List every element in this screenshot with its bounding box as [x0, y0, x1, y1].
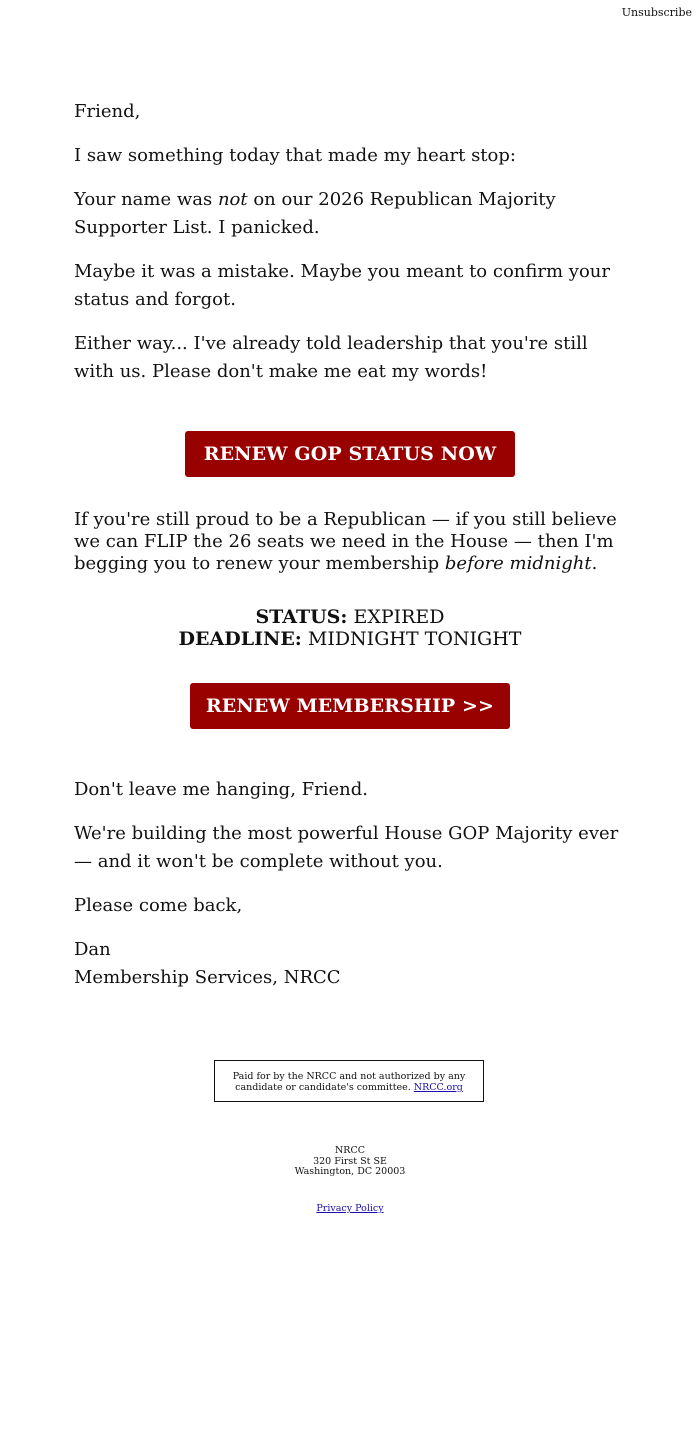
disclaimer-text: Paid for by the NRCC and not authorized by any candidate or candidate's committee.	[232, 1071, 466, 1093]
greeting: Friend,	[74, 101, 141, 122]
unsubscribe-link[interactable]: Unsubscribe	[621, 6, 692, 19]
closing-paragraph-3: Please come back,	[74, 895, 243, 916]
paragraph-3: Maybe it was a mistake. Maybe you meant to confirm your status and forgot.	[74, 261, 610, 310]
address-street: 320 First St SE	[313, 1155, 387, 1167]
privacy-section	[250, 1203, 450, 1214]
middle-paragraph	[74, 509, 630, 575]
status-value: EXPIRED	[347, 606, 445, 628]
deadline-label: DEADLINE:	[178, 628, 302, 650]
status-line	[74, 606, 626, 628]
middle-text-emphasis: before midnight	[444, 553, 592, 574]
paragraph-2-start: Your name was	[74, 189, 218, 210]
status-block	[74, 606, 626, 650]
signature-title: Membership Services, NRCC	[74, 967, 341, 988]
paragraph-1: I saw something today that made my heart stop:	[74, 145, 516, 166]
address-city: Washington, DC 20003	[294, 1166, 406, 1177]
paragraph-2-emphasis: not	[217, 189, 248, 210]
signature-name: Dan	[74, 939, 111, 960]
paid-for-disclaimer	[214, 1060, 484, 1102]
address-org: NRCC	[334, 1145, 365, 1156]
paragraph-2	[74, 186, 630, 242]
closing-paragraph-2: We're building the most powerful House GOP Majority ever — and it won't be complete without you.	[74, 823, 619, 872]
email-body	[74, 98, 630, 402]
paragraph-4: Either way... I've already told leadership that you're still with us. Please don't make me eat my words!	[74, 333, 588, 382]
middle-text-start: If you're still proud to be a Republican — if you still believe we can FLIP the 26 seats we need in the House — then I'm begging you to renew your membership	[74, 509, 617, 574]
closing-section	[74, 776, 630, 992]
deadline-line	[74, 628, 626, 650]
paragraph-2-end: on our 2026 Republican Majority Supporter List. I panicked.	[74, 189, 556, 238]
renew-membership-button[interactable]: RENEW MEMBERSHIP >>	[190, 683, 510, 729]
nrcc-link[interactable]: NRCC.org	[413, 1082, 463, 1093]
mailing-address	[250, 1146, 450, 1178]
renew-gop-status-button[interactable]: RENEW GOP STATUS NOW	[185, 431, 515, 477]
deadline-value: MIDNIGHT TONIGHT	[301, 628, 522, 650]
closing-paragraph-1: Don't leave me hanging, Friend.	[74, 779, 368, 800]
signature	[74, 936, 630, 992]
middle-text-end: .	[591, 553, 598, 574]
privacy-policy-link[interactable]: Privacy Policy	[316, 1203, 384, 1214]
status-label: STATUS:	[255, 606, 348, 628]
